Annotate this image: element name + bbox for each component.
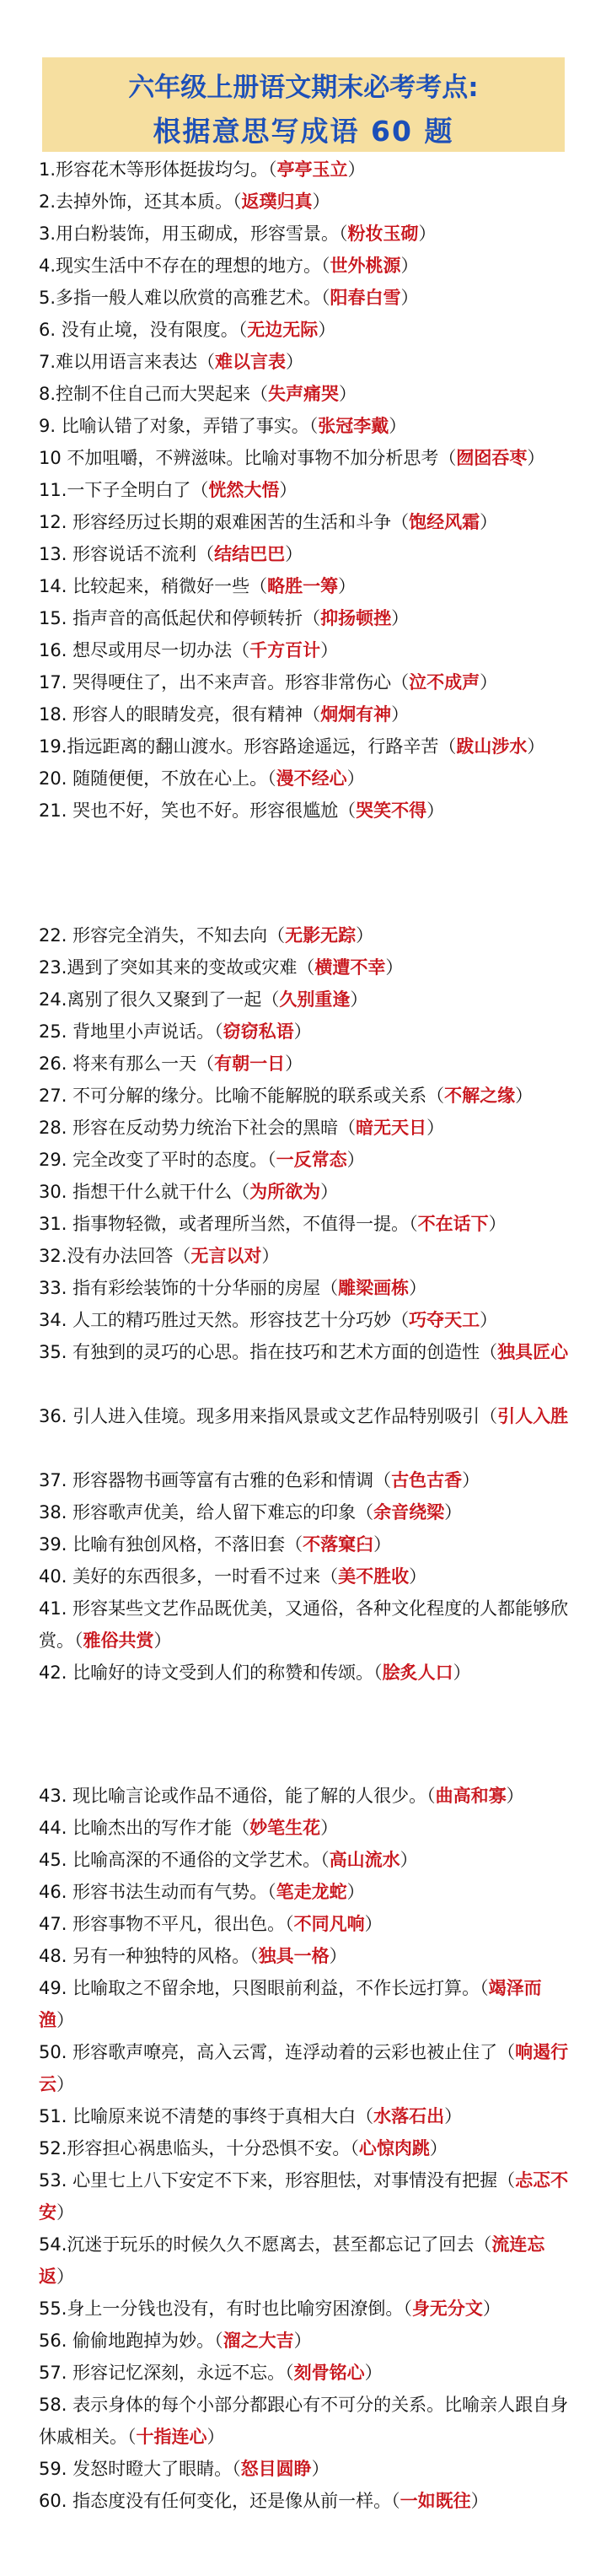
answer: 粉妆玉砌 [347, 224, 419, 244]
list-item: 5.多指一般人难以欣赏的高雅艺术。（阳春白雪） [39, 288, 419, 308]
list-item: 40. 美好的东西很多，一时看不过来（美不胜收） [39, 1566, 427, 1587]
answer: 水落石出 [373, 2106, 445, 2126]
page-subtitle: 根据意思写成语 60 题 [153, 115, 454, 148]
list-item: 25. 背地里小声说话。（窃窃私语） [39, 1021, 312, 1042]
answer: 阳春白雪 [330, 288, 401, 308]
list-item: 44. 比喻杰出的写作才能（妙笔生花） [39, 1818, 339, 1838]
list-item: 4.现实生活中不存在的理想的地方。（世外桃源） [39, 256, 419, 276]
answer: 恍然大悟 [208, 480, 280, 500]
answer: 抑扬顿挫 [320, 608, 392, 628]
list-item: 30. 指想干什么就干什么（为所欲为） [39, 1182, 339, 1202]
answer: 雅俗共赏 [83, 1630, 154, 1651]
answer: 泣不成声 [409, 672, 480, 693]
list-item: 37. 形容器物书画等富有古雅的色彩和情调（古色古香） [39, 1470, 480, 1490]
title-banner [42, 57, 565, 152]
answer: 不落窠臼 [303, 1534, 374, 1555]
answer: 美不胜收 [338, 1566, 410, 1587]
list-item: 13. 形容说话不流利（结结巴巴） [39, 544, 303, 564]
list-item: 32.没有办法回答（无言以对） [39, 1246, 280, 1266]
list-item: 6. 没有止境，没有限度。（无边无际） [39, 320, 336, 340]
answer: 忐忑不安 [39, 2170, 569, 2223]
list-item: 43. 现比喻言论或作品不通俗，能了解的人很少。（曲高和寡） [39, 1786, 524, 1806]
answer: 巧夺天工 [409, 1310, 480, 1330]
answer: 一如既往 [400, 2491, 471, 2511]
list-item: 55.身上一分钱也没有，有时也比喻穷困潦倒。（身无分文） [39, 2298, 501, 2319]
list-item: 7.难以用语言来表达（难以言表） [39, 352, 304, 372]
answer: 一反常态 [276, 1150, 347, 1170]
answer: 溜之大吉 [223, 2331, 294, 2351]
list-item: 26. 将来有那么一天（有朝一日） [39, 1054, 303, 1074]
list-item: 31. 指事物轻微，或者理所当然，不值得一提。（不在话下） [39, 1214, 507, 1234]
list-item: 8.控制不住自己而大哭起来（失声痛哭） [39, 384, 357, 404]
list-item: 23.遇到了突如其来的变故或灾难（横遭不幸） [39, 957, 404, 978]
list-item: 17. 哭得哽住了，出不来声音。形容非常伤心（泣不成声） [39, 672, 498, 693]
answer: 略胜一筹 [267, 576, 339, 596]
answer: 古色古香 [391, 1470, 463, 1490]
list-item: 56. 偷偷地跑掉为妙。（溜之大吉） [39, 2331, 312, 2351]
answer: 无言以对 [190, 1246, 262, 1266]
answer: 刻骨铭心 [293, 2363, 365, 2383]
answer: 余音绕梁 [373, 1502, 445, 1522]
answer: 结结巴巴 [214, 544, 286, 564]
answer: 囫囵吞枣 [456, 448, 528, 468]
answer: 怒目圆睁 [240, 2459, 312, 2479]
answer: 千方百计 [249, 640, 321, 660]
list-item: 9. 比喻认错了对象，弄错了事实。（张冠李戴） [39, 416, 407, 436]
list-item: 54.沉迷于玩乐的时候久久不愿离去，甚至都忘记了回去（流连忘返） [39, 2234, 545, 2287]
answer: 流连忘返 [39, 2234, 545, 2287]
answer: 心惊肉跳 [358, 2138, 430, 2158]
answer: 雕梁画栋 [338, 1278, 410, 1298]
answer: 妙笔生花 [249, 1818, 321, 1838]
answer: 竭泽而渔 [39, 1978, 542, 2030]
page-title: 六年级上册语文期末必考考点: [128, 73, 479, 103]
list-item: 47. 形容事物不平凡，很出色。（不同凡响） [39, 1914, 383, 1934]
list-item: 33. 指有彩绘装饰的十分华丽的房屋（雕梁画栋） [39, 1278, 427, 1298]
list-item: 48. 另有一种独特的风格。（独具一格） [39, 1946, 347, 1966]
answer: 返璞归真 [241, 191, 313, 212]
list-item: 27. 不可分解的缘分。比喻不能解脱的联系或关系（不解之缘） [39, 1086, 534, 1106]
list-item: 28. 形容在反动势力统治下社会的黑暗（暗无天日） [39, 1118, 445, 1138]
list-item: 1.形容花木等形体挺拔均匀。（亭亭玉立） [39, 159, 366, 180]
list-item: 50. 形容歌声嘹亮，高入云霄，连浮动着的云彩也被止住了（响遏行云） [39, 2042, 569, 2094]
answer: 引人入胜 [497, 1406, 569, 1426]
answer: 不解之缘 [444, 1086, 516, 1106]
list-item: 3.用白粉装饰，用玉砌成，形容雪景。（粉妆玉砌） [39, 224, 437, 244]
list-item: 16. 想尽或用尽一切办法（千方百计） [39, 640, 339, 660]
answer: 笔走龙蛇 [276, 1882, 347, 1902]
list-item: 12. 形容经历过长期的艰难困苦的生活和斗争（饱经风霜） [39, 512, 498, 532]
answer: 不同凡响 [293, 1914, 365, 1934]
answer: 漫不经心 [276, 768, 347, 789]
list-item: 57. 形容记忆深刻，永远不忘。（刻骨铭心） [39, 2363, 383, 2383]
answer: 十指连心 [136, 2427, 207, 2447]
answer: 无影无踪 [285, 925, 357, 946]
answer: 高山流水 [329, 1850, 400, 1870]
answer: 独具匠心 [497, 1342, 569, 1362]
list-item: 35. 有独到的灵巧的心思。指在技巧和艺术方面的创造性（独具匠心 [39, 1342, 569, 1362]
answer: 张冠李戴 [318, 416, 389, 436]
list-item: 58. 表示身体的每个小部分都跟心有不可分的关系。比喻亲人跟自身休戚相关。（十指连心） [39, 2395, 569, 2447]
list-item: 18. 形容人的眼睛发亮，很有精神（炯炯有神） [39, 704, 410, 725]
answer: 窃窃私语 [223, 1021, 294, 1042]
list-item: 45. 比喻高深的不通俗的文学艺术。（高山流水） [39, 1850, 418, 1870]
list-item: 22. 形容完全消失，不知去向（无影无踪） [39, 925, 374, 946]
answer: 世外桃源 [330, 256, 401, 276]
answer: 跋山涉水 [456, 736, 528, 757]
answer: 脍炙人口 [382, 1663, 453, 1683]
answer: 横遭不幸 [314, 957, 386, 978]
answer: 饱经风霜 [409, 512, 480, 532]
list-item: 34. 人工的精巧胜过天然。形容技艺十分巧妙（巧夺天工） [39, 1310, 498, 1330]
list-item: 10 不加咀嚼，不辨滋味。比喻对事物不加分析思考（囫囵吞枣） [39, 448, 545, 468]
answer: 为所欲为 [249, 1182, 321, 1202]
answer: 亭亭玉立 [276, 159, 348, 180]
list-item: 60. 指态度没有任何变化，还是像从前一样。（一如既往） [39, 2491, 489, 2511]
list-item: 20. 随随便便，不放在心上。（漫不经心） [39, 768, 365, 789]
answer: 无边无际 [247, 320, 319, 340]
answer: 不在话下 [417, 1214, 489, 1234]
list-item: 52.形容担心祸患临头，十分恐惧不安。（心惊肉跳） [39, 2138, 448, 2158]
answer: 有朝一日 [214, 1054, 286, 1074]
list-item: 38. 形容歌声优美，给人留下难忘的印象（余音绕梁） [39, 1502, 463, 1522]
list-item: 11.一下子全明白了（恍然大悟） [39, 480, 298, 500]
answer: 难以言表 [215, 352, 287, 372]
list-item: 49. 比喻取之不留余地，只图眼前利益，不作长远打算。（竭泽而渔） [39, 1978, 542, 2030]
answer: 身无分文 [411, 2298, 483, 2319]
answer: 炯炯有神 [320, 704, 392, 725]
list-item: 29. 完全改变了平时的态度。（一反常态） [39, 1150, 365, 1170]
list-item: 24.离别了很久又聚到了一起（久别重逢） [39, 989, 368, 1010]
list-item: 15. 指声音的高低起伏和停顿转折（抑扬顿挫） [39, 608, 410, 628]
answer: 曲高和寡 [435, 1786, 507, 1806]
list-item: 36. 引人进入佳境。现多用来指风景或文艺作品特别吸引（引人入胜 [39, 1406, 569, 1426]
list-item: 19.指远距离的翻山渡水。形容路途遥远，行路辛苦（跋山涉水） [39, 736, 545, 757]
answer: 久别重逢 [279, 989, 351, 1010]
list-item: 2.去掉外饰，还其本质。（返璞归真） [39, 191, 330, 212]
list-item: 14. 比较起来，稍微好一些（略胜一筹） [39, 576, 357, 596]
answer: 暗无天日 [356, 1118, 427, 1138]
answer: 独具一格 [258, 1946, 330, 1966]
list-item: 53. 心里七上八下安定不下来，形容胆怯，对事情没有把握（忐忑不安） [39, 2170, 569, 2223]
list-item: 39. 比喻有独创风格，不落旧套（不落窠臼） [39, 1534, 392, 1555]
list-item: 21. 哭也不好，笑也不好。形容很尴尬（哭笑不得） [39, 800, 445, 821]
answer: 哭笑不得 [356, 800, 427, 821]
list-item: 59. 发怒时瞪大了眼睛。（怒目圆睁） [39, 2459, 330, 2479]
list-item: 46. 形容书法生动而有气势。（笔走龙蛇） [39, 1882, 365, 1902]
list-item: 42. 比喻好的诗文受到人们的称赞和传颂。（脍炙人口） [39, 1663, 471, 1683]
list-item: 41. 形容某些文艺作品既优美，又通俗，各种文化程度的人都能够欣赏。（雅俗共赏） [39, 1598, 569, 1651]
answer: 失声痛哭 [268, 384, 340, 404]
answer: 响遏行云 [39, 2042, 569, 2094]
list-item: 51. 比喻原来说不清楚的事终于真相大白（水落石出） [39, 2106, 463, 2126]
